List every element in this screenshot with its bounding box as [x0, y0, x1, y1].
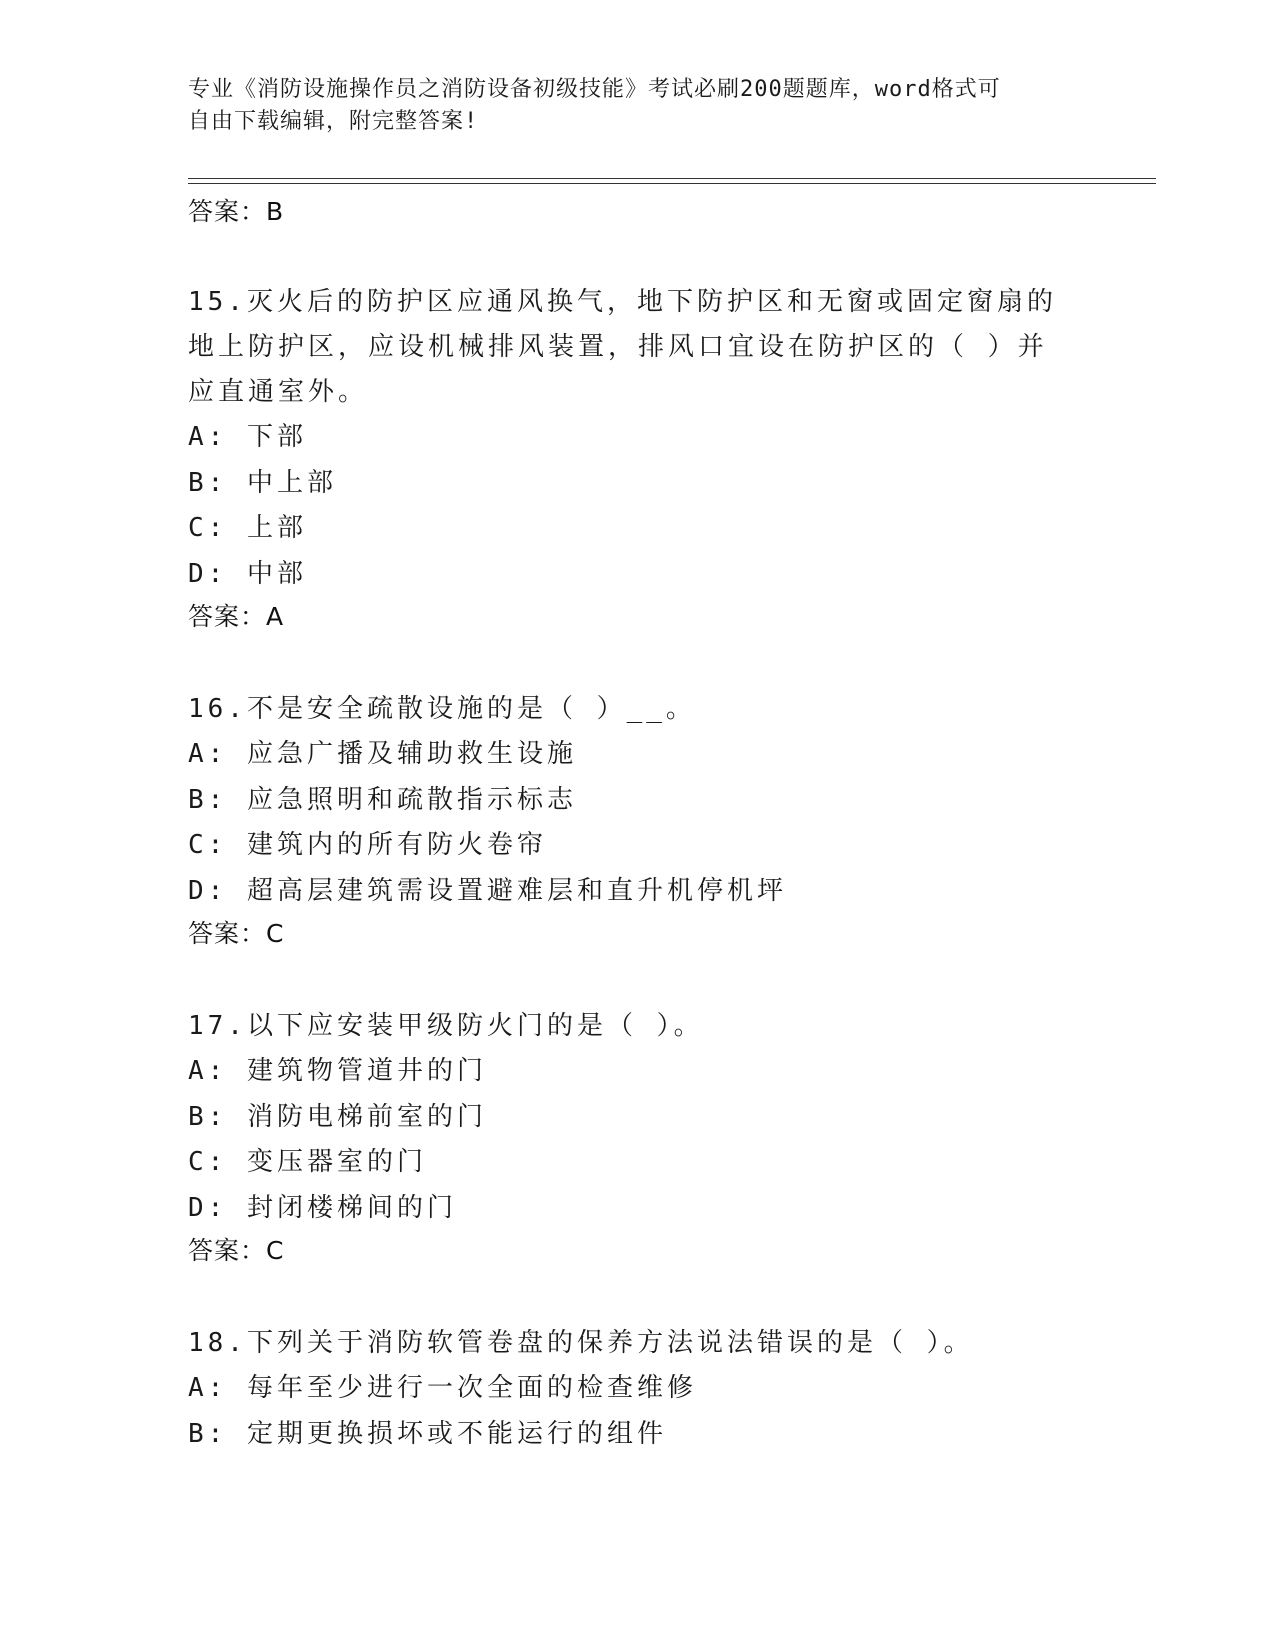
- option-c: C: 建筑内的所有防火卷帘: [188, 830, 547, 860]
- header-divider-bottom: [188, 183, 1156, 184]
- answer-line: 答案：C: [188, 1236, 285, 1265]
- question-text: 17.以下应安装甲级防火门的是（ ）。: [188, 1011, 704, 1041]
- option-d: D: 超高层建筑需设置避难层和直升机停机坪: [188, 875, 787, 906]
- header-divider-top: [188, 178, 1156, 179]
- question-block-18: [188, 1321, 1068, 1457]
- option-a: A: 下部: [188, 422, 307, 452]
- answer-line: 答案：B: [188, 197, 285, 226]
- question-text: 15.灭火后的防护区应通风换气，地下防护区和无窗或固定窗扇的地上防护区，应设机械排风装置，排风口宜设在防护区的（ ）并应直通室外。: [188, 287, 1057, 407]
- question-block-16: [188, 687, 1068, 954]
- answer-line: 答案：C: [188, 919, 285, 948]
- option-a: A: 应急广播及辅助救生设施: [188, 739, 577, 769]
- option-a: A: 每年至少进行一次全面的检查维修: [188, 1373, 697, 1403]
- option-b: B: 应急照明和疏散指示标志: [188, 784, 577, 815]
- document-header: [188, 74, 1068, 138]
- option-c: C: 变压器室的门: [188, 1147, 427, 1177]
- header-line-1: 专业《消防设施操作员之消防设备初级技能》考试必刷200题题库，word格式可: [188, 77, 1001, 102]
- header-line-2: 自由下载编辑，附完整答案!: [188, 109, 479, 134]
- question-block-15: [188, 280, 1068, 637]
- answer-line: 答案：A: [188, 602, 285, 631]
- option-b: B: 消防电梯前室的门: [188, 1101, 487, 1132]
- option-a: A: 建筑物管道井的门: [188, 1056, 487, 1086]
- option-d: D: 中部: [188, 558, 307, 589]
- question-text: 16.不是安全疏散设施的是（ ）__。: [188, 694, 696, 724]
- question-text: 18.下列关于消防软管卷盘的保养方法说法错误的是（ ）。: [188, 1328, 974, 1358]
- question-block-17: [188, 1004, 1068, 1271]
- option-d: D: 封闭楼梯间的门: [188, 1192, 457, 1223]
- option-b: B: 定期更换损坏或不能运行的组件: [188, 1418, 667, 1449]
- document-body: [188, 192, 1068, 1457]
- option-c: C: 上部: [188, 513, 307, 543]
- option-b: B: 中上部: [188, 467, 337, 498]
